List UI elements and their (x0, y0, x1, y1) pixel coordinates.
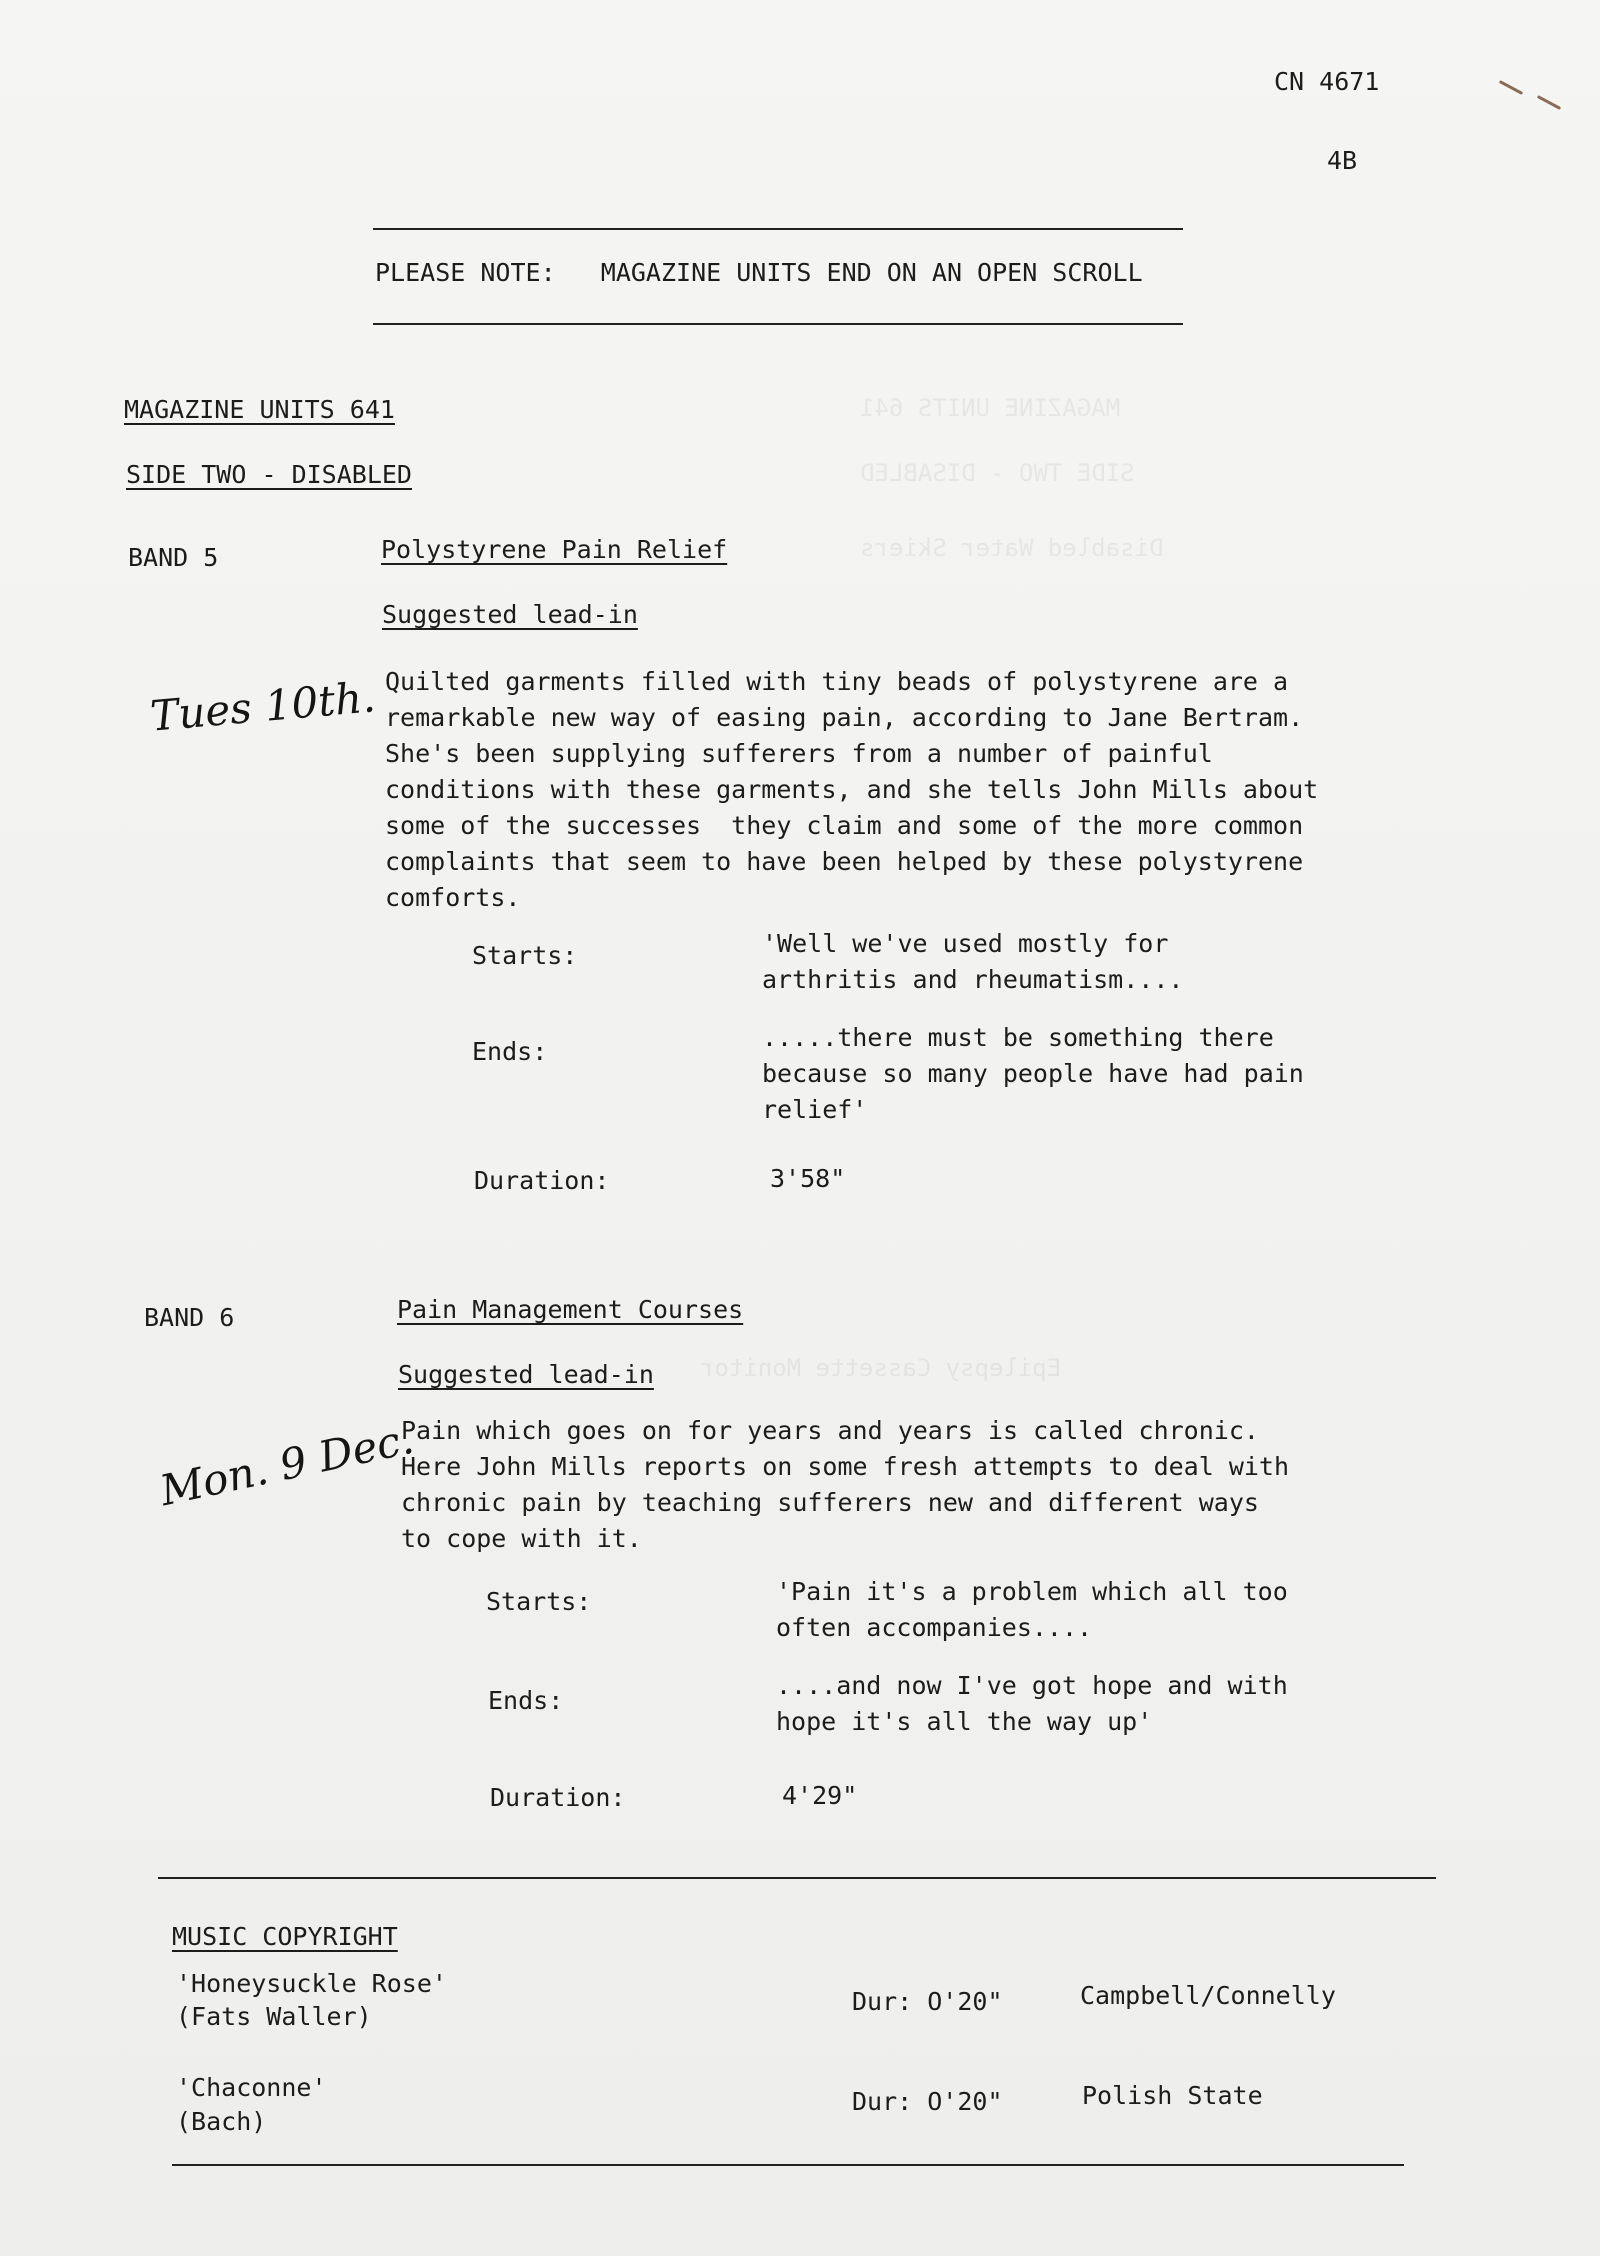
music-bottom-rule (172, 2164, 1404, 2166)
leadin-line: Pain which goes on for years and years is called chronic. (401, 1416, 1259, 1445)
band-label: BAND 5 (128, 543, 219, 572)
starts-cue-line: arthritis and rheumatism.... (762, 965, 1184, 994)
document-code: CN 4671 (1274, 67, 1380, 96)
leadin-line: Here John Mills reports on some fresh attempts to deal with (401, 1452, 1290, 1481)
leadin-line: chronic pain by teaching sufferers new and different ways (401, 1488, 1259, 1517)
music-title: 'Chaconne' (176, 2073, 327, 2102)
duration-label: Duration: (490, 1783, 626, 1812)
music-artist: (Fats Waller) (176, 2002, 372, 2031)
starts-label: Starts: (486, 1587, 592, 1616)
leadin-line: remarkable new way of easing pain, according to Jane Bertram. (385, 703, 1304, 732)
staple-mark (1499, 80, 1523, 95)
band-title: Pain Management Courses (397, 1295, 744, 1324)
starts-cue-line: 'Pain it's a problem which all too (776, 1577, 1288, 1606)
ends-cue-line: relief' (762, 1095, 868, 1124)
leadin-label: Suggested lead-in (398, 1360, 654, 1389)
leadin-label: Suggested lead-in (382, 600, 638, 629)
ends-cue-line: .....there must be something there (762, 1023, 1274, 1052)
notice-top-rule (373, 228, 1183, 230)
duration-value: 3'58" (770, 1164, 846, 1193)
section-subtitle: SIDE TWO - DISABLED (126, 460, 412, 489)
show-through-text: Epilepsy Cassette Monitor (700, 1354, 1062, 1382)
music-title: 'Honeysuckle Rose' (176, 1969, 447, 1998)
open-scroll-notice: PLEASE NOTE: MAGAZINE UNITS END ON AN OPEN SCROLL (375, 258, 1143, 287)
sheet-number: 4B (1327, 146, 1358, 175)
handwritten-date-note: Mon. 9 Dec. (155, 1413, 418, 1516)
leadin-line: to cope with it. (401, 1524, 642, 1553)
duration-label: Duration: (474, 1166, 610, 1195)
music-publisher: Polish State (1082, 2081, 1263, 2110)
handwritten-date-note: Tues 10th. (148, 672, 378, 741)
show-through-text: Disabled Water Skiers (860, 534, 1164, 562)
ends-label: Ends: (488, 1686, 564, 1715)
staple-mark (1537, 95, 1561, 110)
duration-value: 4'29" (782, 1781, 858, 1810)
show-through-text: SIDE TWO - DISABLED (860, 459, 1135, 487)
leadin-line: some of the successes they claim and some of the more common (385, 811, 1304, 840)
ends-cue-line: ....and now I've got hope and with (776, 1671, 1288, 1700)
ends-cue-line: because so many people have had pain (762, 1059, 1304, 1088)
leadin-text (401, 1413, 1289, 1557)
leadin-line: complaints that seem to have been helped by these polystyrene (385, 847, 1304, 876)
music-top-rule (158, 1877, 1436, 1879)
starts-cue-line: 'Well we've used mostly for (762, 929, 1169, 958)
ends-label: Ends: (472, 1037, 548, 1066)
music-artist: (Bach) (176, 2107, 267, 2136)
ends-cue (762, 1020, 1304, 1128)
band-label: BAND 6 (144, 1303, 235, 1332)
notice-bottom-rule (373, 323, 1183, 325)
starts-cue (776, 1574, 1288, 1646)
leadin-line: comforts. (385, 883, 521, 912)
section-title: MAGAZINE UNITS 641 (124, 395, 395, 424)
leadin-line: conditions with these garments, and she tells John Mills about (385, 775, 1319, 804)
leadin-text (385, 664, 1318, 916)
ends-cue-line: hope it's all the way up' (776, 1707, 1153, 1736)
music-duration: Dur: O'20" (852, 2087, 1003, 2116)
starts-label: Starts: (472, 941, 578, 970)
music-publisher: Campbell/Connelly (1080, 1981, 1336, 2010)
music-duration: Dur: O'20" (852, 1987, 1003, 2016)
leadin-line: Quilted garments filled with tiny beads of polystyrene are a (385, 667, 1289, 696)
leadin-line: She's been supplying sufferers from a number of painful (385, 739, 1213, 768)
band-title: Polystyrene Pain Relief (381, 535, 728, 564)
ends-cue (776, 1668, 1288, 1740)
starts-cue-line: often accompanies.... (776, 1613, 1093, 1642)
show-through-text: MAGAZINE UNITS 641 (860, 394, 1121, 422)
starts-cue (762, 926, 1183, 998)
music-copyright-heading: MUSIC COPYRIGHT (172, 1922, 398, 1951)
